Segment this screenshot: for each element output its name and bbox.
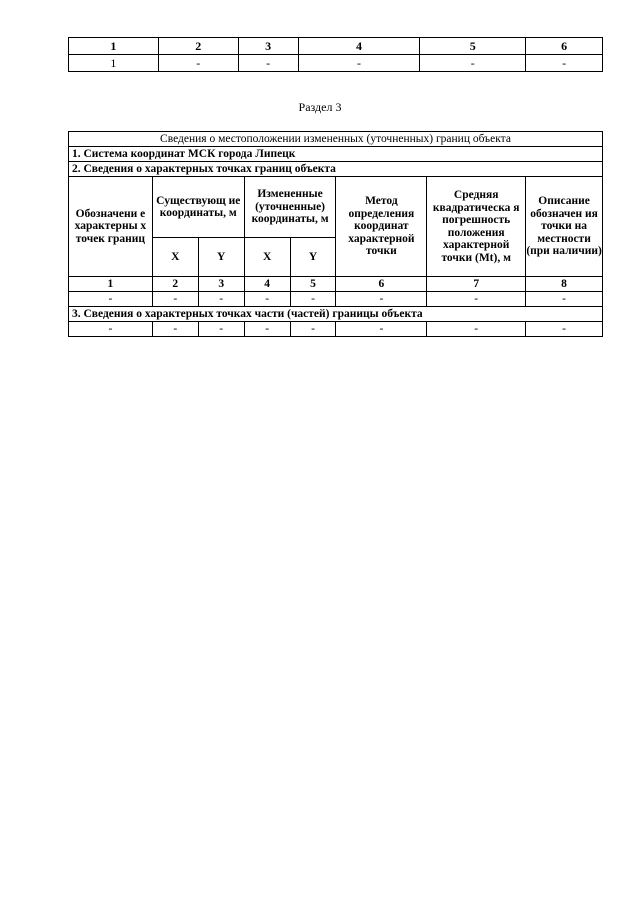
table-row (69, 292, 603, 307)
top-table-header-row (69, 38, 603, 55)
coord-system: 1. Система координат МСК города Липецк (69, 147, 603, 162)
top-cell: - (158, 55, 238, 72)
top-header-cell: 3 (238, 38, 298, 55)
table-cell: - (198, 292, 244, 307)
table-cell: - (526, 292, 603, 307)
table-cell: - (69, 322, 153, 337)
table-cell: - (427, 322, 526, 337)
table-cell: - (336, 292, 427, 307)
column-number: 6 (336, 277, 427, 292)
header-changed-y: Y (290, 238, 336, 277)
top-header-cell: 1 (69, 38, 159, 55)
table-cell: - (290, 292, 336, 307)
table-title: Сведения о местоположении измененных (уточненных) границ объекта (69, 132, 603, 147)
part-section-row (69, 307, 603, 322)
top-header-cell: 6 (526, 38, 603, 55)
header-method: Метод определения координат характерной точки (336, 177, 427, 277)
top-header-cell: 5 (420, 38, 526, 55)
column-number: 5 (290, 277, 336, 292)
table-cell: - (152, 322, 198, 337)
table-cell: - (198, 322, 244, 337)
table-cell: - (427, 292, 526, 307)
top-table (68, 37, 603, 72)
table-title-row (69, 132, 603, 147)
top-cell: - (238, 55, 298, 72)
table-cell: - (244, 322, 290, 337)
column-number: 2 (152, 277, 198, 292)
table-cell: - (244, 292, 290, 307)
table-cell: - (336, 322, 427, 337)
column-number: 1 (69, 277, 153, 292)
header-row (69, 177, 603, 238)
column-numbers-row (69, 277, 603, 292)
column-number: 4 (244, 277, 290, 292)
header-existing-x: X (152, 238, 198, 277)
coord-system-row (69, 147, 603, 162)
points-section-title: 2. Сведения о характерных точках границ объекта (69, 162, 603, 177)
points-section-row (69, 162, 603, 177)
table-row (69, 55, 603, 72)
table-cell: - (290, 322, 336, 337)
top-header-cell: 2 (158, 38, 238, 55)
column-number: 7 (427, 277, 526, 292)
table-cell: - (526, 322, 603, 337)
header-existing-coords: Существующ ие координаты, м (152, 177, 244, 238)
boundary-points-table (68, 131, 603, 337)
top-header-cell: 4 (298, 38, 420, 55)
top-cell: - (420, 55, 526, 72)
top-cell: - (298, 55, 420, 72)
top-cell: - (526, 55, 603, 72)
table-row (69, 322, 603, 337)
header-changed-coords: Измененные (уточненные) координаты, м (244, 177, 336, 238)
header-error: Средняя квадратическа я погрешность положения характерной точки (Mt), м (427, 177, 526, 277)
table-cell: - (69, 292, 153, 307)
column-number: 8 (526, 277, 603, 292)
header-description: Описание обозначен ия точки на местности (при наличии) (526, 177, 603, 277)
column-number: 3 (198, 277, 244, 292)
part-section-title: 3. Сведения о характерных точках части (частей) границы объекта (69, 307, 603, 322)
header-existing-y: Y (198, 238, 244, 277)
header-changed-x: X (244, 238, 290, 277)
top-cell: 1 (69, 55, 159, 72)
section-title: Раздел 3 (298, 100, 342, 114)
table-cell: - (152, 292, 198, 307)
header-designation: Обозначени е характерны х точек границ (69, 177, 153, 277)
